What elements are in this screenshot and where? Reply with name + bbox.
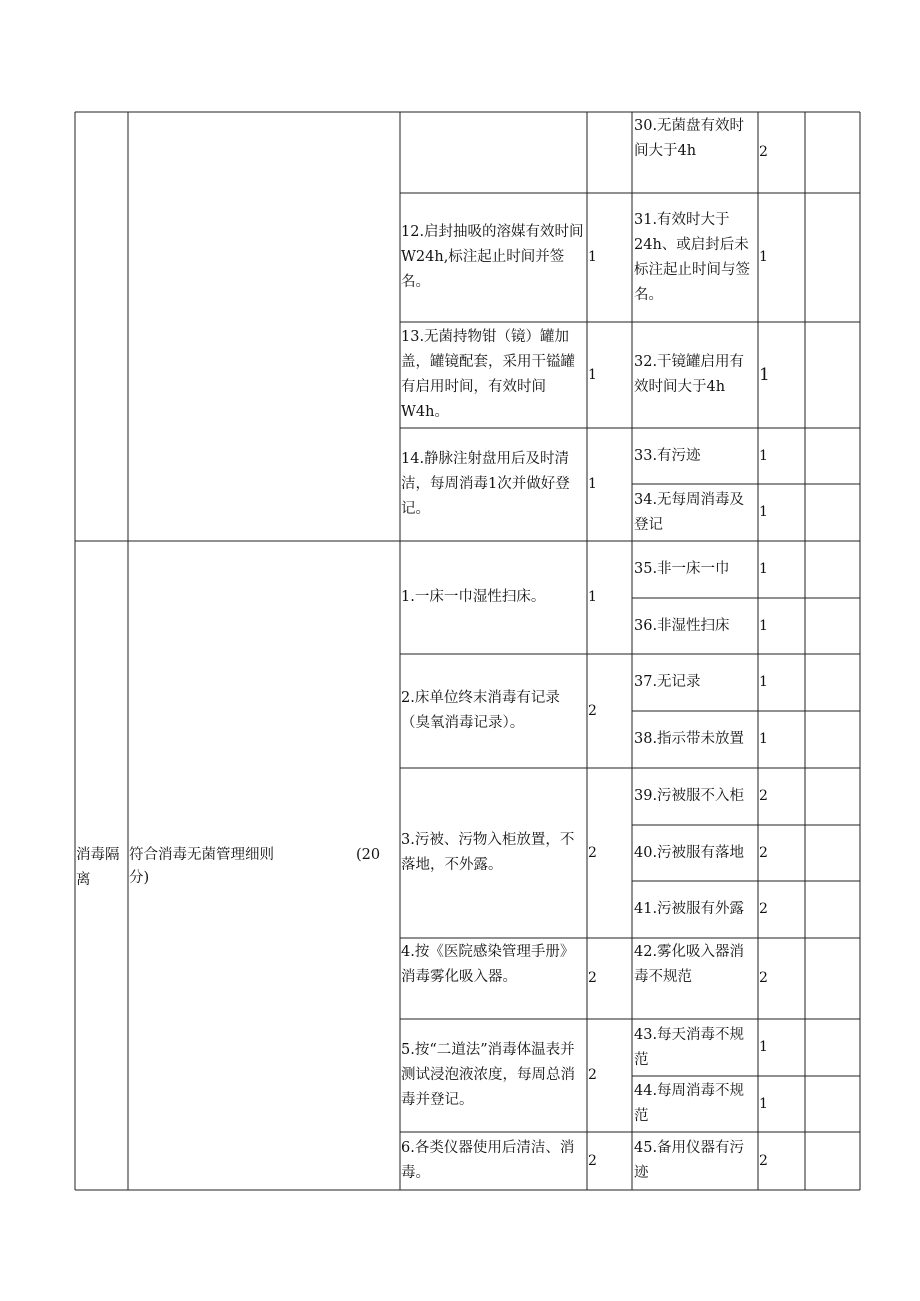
requirement-13 (401, 322, 585, 428)
requirement-14-text: 14.静脉注射盘用后及时清洁，每周消毒1次并做好登记。 (401, 451, 570, 517)
deduction-35-text: 35.非一床一巾 (634, 561, 730, 577)
requirement-s2-3 (401, 768, 585, 938)
points-44: 1 (759, 1095, 768, 1112)
points-33: 1 (759, 447, 768, 464)
requirement-14 (401, 428, 585, 541)
score-s2-6: 2 (588, 1152, 597, 1169)
deduction-38 (634, 711, 756, 768)
requirement-12 (401, 193, 585, 322)
deduction-31-text: 31.有效时大于24h、或启封后未标注起止时间与签名。 (634, 211, 750, 303)
deduction-39 (634, 768, 756, 825)
deduction-44 (634, 1076, 756, 1132)
deduction-37-text: 37.无记录 (634, 674, 701, 690)
deduction-39-text: 39.污被服不入柜 (634, 788, 745, 804)
deduction-36-text: 36.非湿性扫床 (634, 617, 730, 634)
deduction-32 (634, 322, 756, 428)
score-s2-4: 2 (588, 970, 597, 986)
deduction-41 (634, 881, 756, 938)
points-32: 1 (759, 364, 770, 385)
standard-label: 符合消毒无菌管理细则 (129, 847, 274, 863)
score-s2-5: 2 (588, 1067, 597, 1083)
requirement-s2-2 (401, 654, 585, 768)
requirement-s2-2-text: 2.床单位终末消毒有记录（臭氧消毒记录）。 (401, 690, 560, 731)
requirement-s2-6 (401, 1132, 585, 1190)
points-45: 2 (759, 1152, 768, 1169)
points-38: 1 (759, 731, 768, 747)
points-43: 1 (759, 1039, 768, 1055)
requirement-s2-1 (401, 541, 585, 654)
score-s2-2: 2 (588, 702, 597, 719)
deduction-45-text: 45.备用仪器有污迹 (634, 1140, 745, 1181)
points-37: 1 (759, 674, 768, 690)
requirement-s2-1-text: 1.一床一巾湿性扫床。 (401, 589, 546, 605)
category-label: 消毒隔离 (76, 847, 120, 888)
points-39: 2 (759, 788, 768, 804)
deduction-40-text: 40.污被服有落地 (634, 844, 745, 861)
points-34: 1 (759, 504, 768, 520)
deduction-30: 30.无菌盘有效时间大于4h (634, 118, 745, 159)
deduction-34-text: 34.无每周消毒及登记 (634, 491, 745, 533)
deduction-33 (634, 428, 756, 484)
points-35: 1 (759, 561, 768, 577)
requirement-s2-3-text: 3.污被、污物入柜放置，不落地，不外露。 (401, 832, 575, 873)
requirement-s2-5-text: 5.按“二道法”消毒体温表并测试浸泡液浓度，每周总消毒并登记。 (401, 1042, 575, 1108)
deduction-41-text: 41.污被服有外露 (634, 901, 745, 917)
standard-score-open: (20 (356, 847, 381, 863)
requirement-s2-5 (401, 1019, 585, 1132)
deduction-43 (634, 1019, 756, 1076)
score-12: 1 (588, 249, 597, 265)
deduction-45 (634, 1132, 756, 1190)
points-31: 1 (759, 249, 768, 265)
score-14: 1 (588, 476, 597, 492)
score-s2-3: 2 (588, 844, 597, 861)
requirement-s2-4: 4.按《医院感染管理手册》消毒雾化吸入器。 (401, 944, 575, 985)
points-40: 2 (759, 844, 768, 861)
deduction-42: 42.雾化吸入器消毒不规范 (634, 944, 745, 985)
points-36: 1 (759, 617, 768, 634)
deduction-32-text: 32.干镜罐启用有效时间大于4h (634, 354, 745, 395)
standard-score-close: 分) (129, 870, 150, 886)
deduction-37 (634, 654, 756, 711)
points-41: 2 (759, 901, 768, 917)
requirement-12-text: 12.启封抽吸的溶媒有效时间W24h,标注起止时间并签名。 (401, 224, 584, 290)
points-42: 2 (759, 970, 768, 986)
requirement-s2-6-text: 6.各类仪器使用后清洁、消毒。 (401, 1140, 575, 1181)
deduction-34 (634, 484, 756, 541)
deduction-38-text: 38.指示带未放置 (634, 731, 745, 747)
requirement-13-text: 13.无菌持物钳（镜）罐加盖，罐镜配套，采用干镒罐有启用时间，有效时间W4h。 (401, 329, 575, 420)
deduction-31 (634, 193, 756, 322)
score-13: 1 (588, 366, 597, 383)
deduction-36 (634, 598, 756, 654)
deduction-43-text: 43.每天消毒不规范 (634, 1026, 745, 1068)
points-30: 2 (759, 144, 768, 160)
score-s2-1: 1 (588, 589, 597, 605)
deduction-33-text: 33.有污迹 (634, 447, 701, 464)
deduction-40 (634, 825, 756, 881)
deduction-44-text: 44.每周消毒不规范 (634, 1083, 745, 1124)
deduction-35 (634, 541, 756, 598)
